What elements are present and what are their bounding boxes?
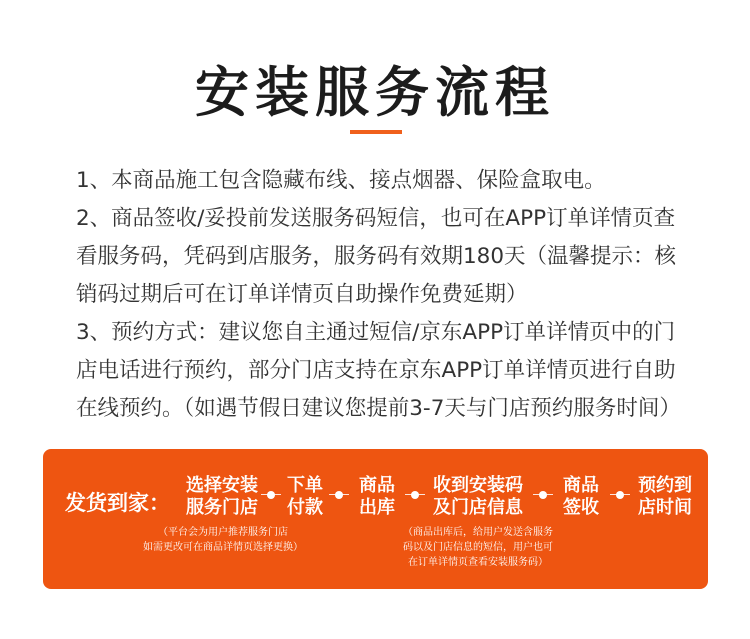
step-label: 商品 xyxy=(359,475,395,496)
store-note xyxy=(133,525,313,555)
title-underline xyxy=(350,130,402,134)
step-sign xyxy=(555,475,607,519)
step-label: 店时间 xyxy=(638,497,692,518)
connector-dot xyxy=(405,489,425,501)
step-outbound xyxy=(351,475,403,519)
note-line: 如需更改可在商品详情页选择更换） xyxy=(143,542,303,553)
step-label: 签收 xyxy=(563,497,599,518)
instruction-item-2: 2、商品签收/妥投前发送服务码短信，也可在APP订单详情页查看服务码，凭码到店服务，服务码有效期180天（温馨提示：核销码过期后可在订单详情页自助操作免费延期） xyxy=(76,206,677,307)
ship-home-label: 发货到家： xyxy=(65,491,170,515)
step-label: 下单 xyxy=(287,475,323,496)
step-order-pay xyxy=(281,475,329,519)
instruction-item-3: 3、预约方式：建议您自主通过短信/京东APP订单详情页中的门店电话进行预约，部分门店支持在京东APP订单详情页进行自助在线预约。（如遇节假日建议您提前3-7天与门店预约服务时间） xyxy=(76,320,681,421)
connector-dot xyxy=(329,489,349,501)
connector-dot xyxy=(261,489,281,501)
step-label: 收到安装码 xyxy=(433,475,523,496)
connector-dot xyxy=(533,489,553,501)
step-label: 服务门店 xyxy=(186,497,258,518)
instruction-item-1: 1、本商品施工包含隐藏布线、接点烟器、保险盒取电。 xyxy=(76,168,606,193)
note-line: 在订单详情页查看安装服务码） xyxy=(408,557,548,568)
step-label: 出库 xyxy=(359,497,395,518)
step-label: 预约到 xyxy=(638,475,692,496)
code-note xyxy=(393,525,563,570)
note-line: （平台会为用户推荐服务门店 xyxy=(158,527,288,538)
process-panel xyxy=(43,449,708,589)
step-book-time xyxy=(632,475,698,519)
step-receive-code xyxy=(427,475,529,519)
connector-dot xyxy=(610,489,630,501)
page-title: 安装服务流程 xyxy=(195,61,555,124)
step-label: 付款 xyxy=(287,497,323,518)
note-line: （商品出库后，给用户发送含服务 xyxy=(403,527,553,538)
step-choose-store xyxy=(179,475,265,519)
note-line: 码以及门店信息的短信，用户也可 xyxy=(403,542,553,553)
step-label: 选择安装 xyxy=(186,475,258,496)
step-label: 商品 xyxy=(563,475,599,496)
step-label: 及门店信息 xyxy=(433,497,523,518)
instructions xyxy=(76,162,696,428)
